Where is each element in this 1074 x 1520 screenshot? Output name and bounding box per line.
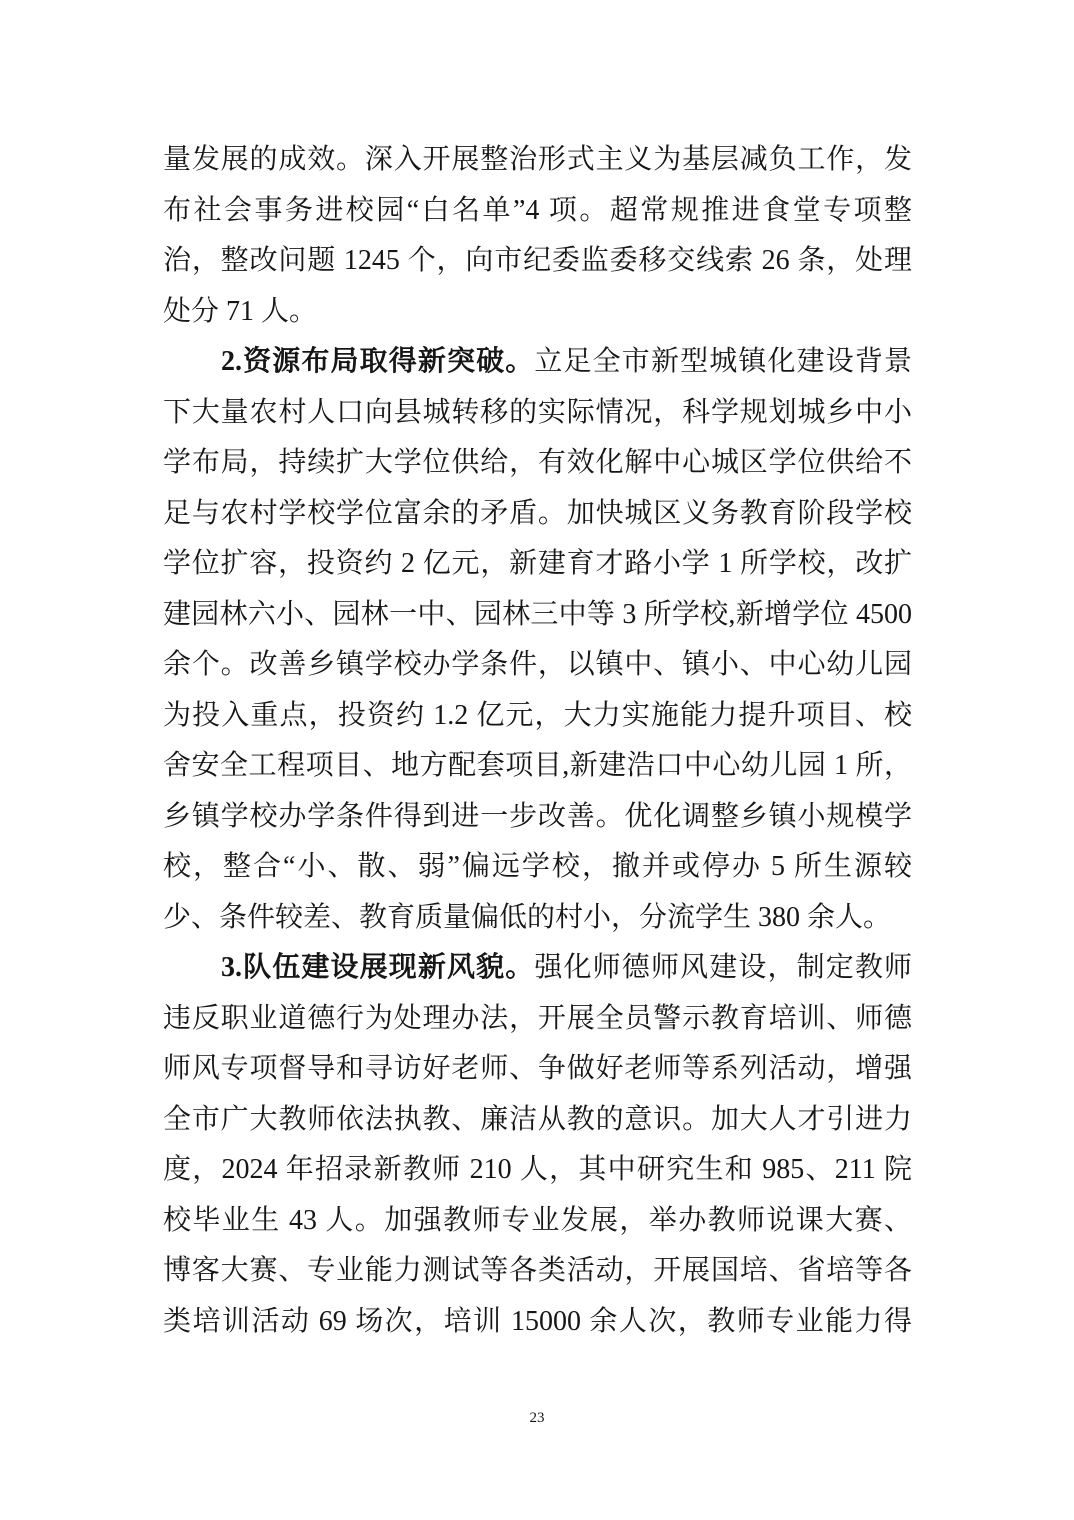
body-line: 乡镇学校办学条件得到进一步改善。优化调整乡镇小规模学 — [163, 800, 912, 832]
body-line: 处分 71 人。 — [163, 295, 318, 327]
body-line: 为投入重点，投资约 1.2 亿元，大力实施能力提升项目、校 — [163, 699, 912, 731]
section-heading: 2.资源布局取得新突破。 — [221, 346, 535, 377]
body-line: 足与农村学校学位富余的矛盾。加快城区义务教育阶段学校 — [163, 497, 912, 529]
body-line: 建园林六小、园林一中、园林三中等 3 所学校,新增学位 4500 — [163, 598, 912, 630]
paragraph-teacher-team — [163, 943, 912, 1347]
body-line: 治，整改问题 1245 个，向市纪委监委移交线索 26 条，处理 — [163, 245, 912, 276]
body-line: 布社会事务进校园“白名单”4 项。超常规推进食堂专项整 — [163, 194, 912, 226]
body-line: 全市广大教师依法执教、廉洁从教的意识。加大人才引进力 — [163, 1103, 912, 1135]
body-line: 违反职业道德行为处理办法，开展全员警示教育培训、师德 — [163, 1002, 912, 1034]
body-line: 量发展的成效。深入开展整治形式主义为基层减负工作，发 — [163, 144, 912, 175]
paragraph-resource-layout — [163, 337, 912, 943]
body-line: 校，整合“小、散、弱”偏远学校，撤并或停办 5 所生源较 — [163, 851, 912, 882]
body-line: 度，2024 年招录新教师 210 人，其中研究生和 985、211 院 — [163, 1154, 912, 1185]
body-line: 类培训活动 69 场次，培训 15000 余人次，教师专业能力得 — [163, 1305, 912, 1337]
body-line: 学布局，持续扩大学位供给，有效化解中心城区学位供给不 — [163, 447, 912, 478]
body-line — [163, 337, 912, 388]
paragraph-continuation — [163, 135, 912, 337]
body-line: 下大量农村人口向县城转移的实际情况，科学规划城乡中小 — [163, 396, 912, 428]
body-text: 立足全市新型城镇化建设背景 — [534, 346, 912, 377]
body-line: 舍安全工程项目、地方配套项目,新建浩口中心幼儿园 1 所， — [163, 750, 912, 781]
body-line: 校毕业生 43 人。加强教师专业发展，举办教师说课大赛、 — [163, 1204, 912, 1236]
body-line: 余个。改善乡镇学校办学条件，以镇中、镇小、中心幼儿园 — [163, 649, 912, 680]
body-line: 博客大赛、专业能力测试等各类活动，开展国培、省培等各 — [163, 1255, 912, 1286]
document-body — [163, 135, 912, 1347]
body-text: 强化师德师风建设，制定教师 — [534, 952, 912, 983]
section-heading: 3.队伍建设展现新风貌。 — [221, 952, 535, 983]
body-line — [163, 943, 912, 994]
body-line: 学位扩容，投资约 2 亿元，新建育才路小学 1 所学校，改扩 — [163, 548, 912, 579]
body-line: 少、条件较差、教育质量偏低的村小，分流学生 380 余人。 — [163, 901, 892, 933]
body-line: 师风专项督导和寻访好老师、争做好老师等系列活动，增强 — [163, 1053, 912, 1084]
page-number: 23 — [529, 1410, 545, 1426]
